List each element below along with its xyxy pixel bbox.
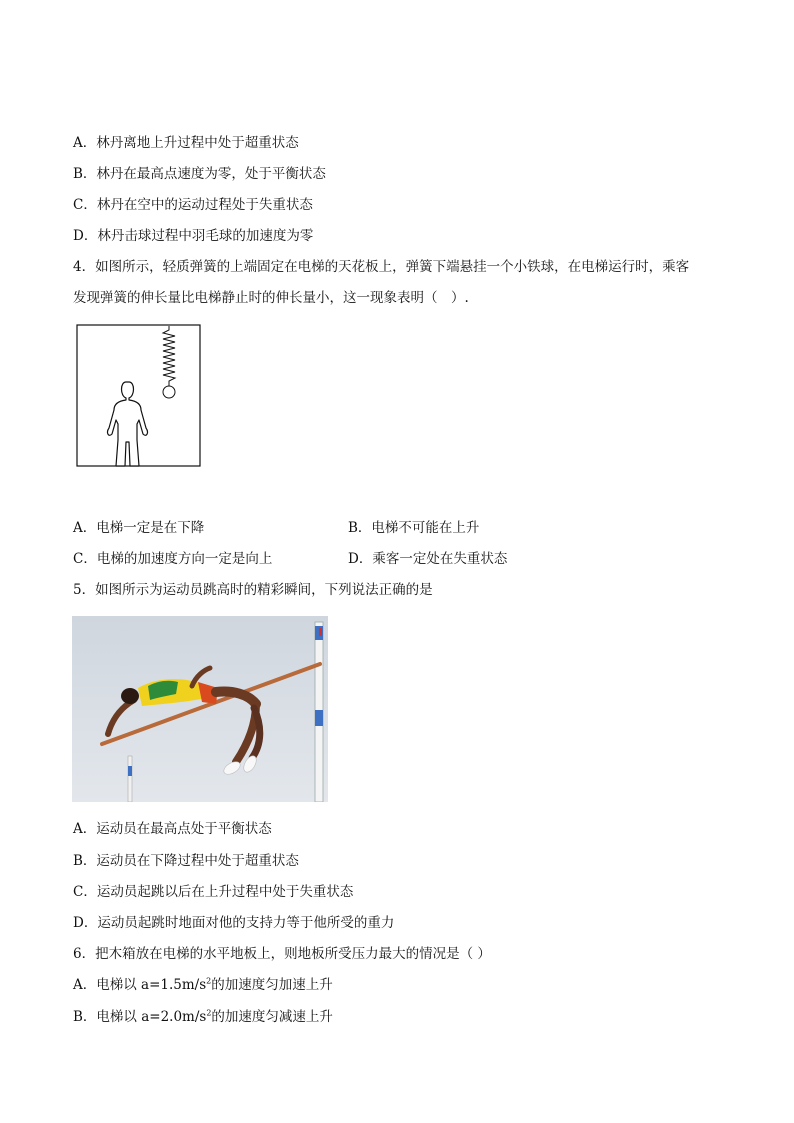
q6-option-a-tail: 的加速度匀加速上升 bbox=[211, 977, 333, 993]
q3-option-b: B．林丹在最高点速度为零，处于平衡状态 bbox=[73, 166, 326, 182]
q3-option-a: A．林丹离地上升过程中处于超重状态 bbox=[73, 135, 299, 151]
q5-option-b: B．运动员在下降过程中处于超重状态 bbox=[73, 853, 299, 869]
q4-option-b: B．电梯不可能在上升 bbox=[348, 520, 480, 536]
q6-option-b bbox=[73, 1007, 333, 1027]
q4-option-d: D．乘客一定处在失重状态 bbox=[348, 551, 508, 567]
q4-option-c: C．电梯的加速度方向一定是向上 bbox=[73, 551, 273, 567]
q3-option-c: C．林丹在空中的运动过程处于失重状态 bbox=[73, 197, 313, 213]
high-jump-photo bbox=[72, 616, 328, 802]
q5-option-a: A．运动员在最高点处于平衡状态 bbox=[73, 821, 272, 837]
q5-stem: 5．如图所示为运动员跳高时的精彩瞬间，下列说法正确的是 bbox=[73, 582, 433, 598]
q6-option-b-text: B．电梯以 a=2.0m/s bbox=[73, 1009, 207, 1025]
q4-stem-line1: 4．如图所示，轻质弹簧的上端固定在电梯的天花板上，弹簧下端悬挂一个小铁球，在电梯运行时，乘客 bbox=[73, 259, 690, 275]
q5-option-d: D．运动员起跳时地面对他的支持力等于他所受的重力 bbox=[73, 915, 395, 931]
q4-stem-line2: 发现弹簧的伸长量比电梯静止时的伸长量小，这一现象表明（ ）. bbox=[73, 290, 469, 306]
q6-option-a-exponent: 2 bbox=[206, 976, 212, 986]
elevator-spring-figure bbox=[76, 324, 202, 468]
q6-option-a bbox=[73, 975, 333, 995]
q5-option-c: C．运动员起跳以后在上升过程中处于失重状态 bbox=[73, 884, 354, 900]
q6-stem: 6．把木箱放在电梯的水平地板上，则地板所受压力最大的情况是（ ） bbox=[73, 946, 491, 962]
q6-option-b-tail: 的加速度匀减速上升 bbox=[211, 1009, 333, 1025]
q3-option-d: D．林丹击球过程中羽毛球的加速度为零 bbox=[73, 228, 314, 244]
q4-option-a: A．电梯一定是在下降 bbox=[73, 520, 205, 536]
q6-option-b-exponent: 2 bbox=[206, 1008, 212, 1018]
q6-option-a-text: A．电梯以 a=1.5m/s bbox=[73, 977, 207, 993]
